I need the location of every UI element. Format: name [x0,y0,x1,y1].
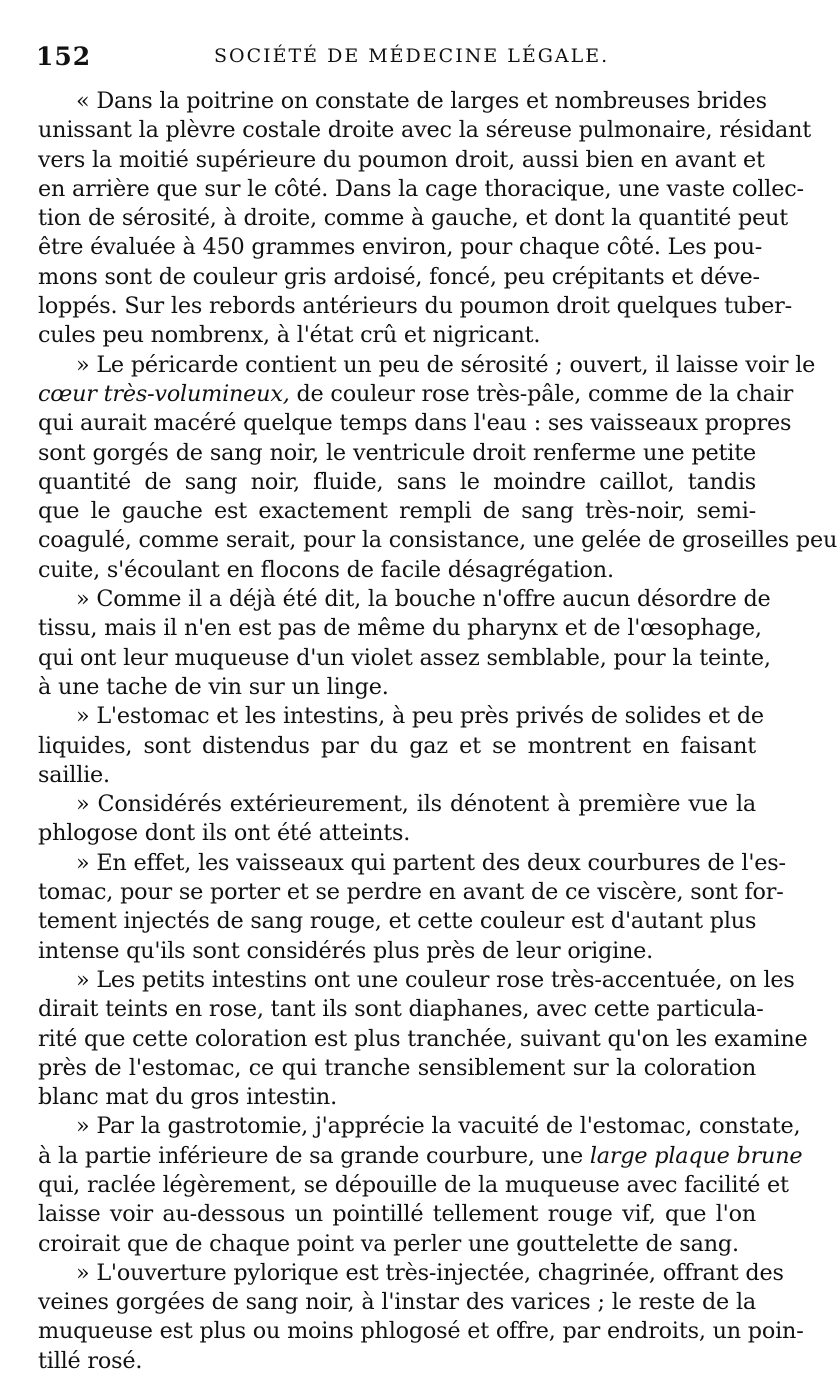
text-line [38,556,756,585]
line-text: laisse voir au-dessous un pointillé tellement rouge vif, que l'on [38,1201,756,1228]
line-text: cules peu nombrenx, à l'état crû et nigricant. [38,322,541,349]
italic-text: large plaque brune [589,1142,803,1169]
line-text: près de l'estomac, ce qui tranche sensiblement sur la coloration [38,1054,756,1081]
line-text: croirait que de chaque point va perler une gouttelette de sang. [38,1230,739,1257]
text-line [38,1112,801,1141]
line-text: » Comme il a déjà été dit, la bouche n'offre aucun désordre de [76,586,771,613]
line-text: muqueuse est plus ou moins phlogosé et offre, par endroits, un poin- [38,1318,804,1345]
line-text: tomac, pour se porter et se perdre en avant de ce viscère, sont for- [38,879,784,906]
text-line [38,380,794,409]
line-text: cuite, s'écoulant en flocons de facile désagrégation. [38,556,614,583]
line-text: tion de sérosité, à droite, comme à gauche, et dont la quantité peut [38,205,789,232]
line-text: en arrière que sur le côté. Dans la cage thoracique, une vaste collec- [38,175,804,202]
text-line [38,1171,789,1200]
text-line [38,233,763,262]
line-text: blanc mat du gros intestin. [38,1084,337,1111]
text-line [38,1200,756,1229]
line-text: que le gauche est exactement rempli de sang très-noir, semi- [38,498,756,525]
text-line [38,1230,756,1259]
line-text: quantité de sang noir, fluide, sans le moindre caillot, tandis [38,468,756,495]
line-text: tissu, mais il n'en est pas de même du pharynx et de l'œsophage, [38,615,762,642]
line-text: tillé rosé. [38,1347,143,1374]
running-head: SOCIÉTÉ DE MÉDECINE LÉGALE. [214,45,610,67]
line-text: tement injectés de sang rouge, et cette couleur est d'autant plus [38,908,757,935]
text-line [38,702,764,731]
text-line [38,263,760,292]
text-line [38,1259,784,1288]
text-line [38,644,771,673]
line-text: rité que cette coloration est plus tranchée, suivant qu'on les examine [38,1025,808,1052]
page-header [36,40,756,80]
text-line [38,1054,756,1083]
body-text [38,87,837,1376]
line-text: » Considérés extérieurement, ils dénotent à première vue la [76,791,756,818]
line-text: à une tache de vin sur un linge. [38,673,389,700]
text-line [38,175,804,204]
text-line [38,614,762,643]
line-text: unissant la plèvre costale droite avec la séreuse pulmonaire, résidant [38,117,812,144]
italic-text: cœur très-volumineux, [38,380,290,407]
page-number: 152 [36,42,92,71]
text-line [38,819,756,848]
text-line [38,204,789,233]
text-line [38,146,765,175]
text-line [38,1317,804,1346]
text-line [38,732,756,761]
line-text: à la partie inférieure de sa grande courbure, une [38,1142,590,1169]
line-text: » Par la gastrotomie, j'apprécie la vacuité de l'estomac, constate, [76,1113,801,1140]
line-text: veines gorgées de sang noir, à l'instar des varices ; le reste de la [38,1289,756,1316]
line-text: vers la moitié supérieure du poumon droit, aussi bien en avant et [38,146,765,173]
line-text: » Les petits intestins ont une couleur rose très-accentuée, on les [76,966,795,993]
text-line [38,790,756,819]
text-line [38,878,784,907]
text-line [38,1142,803,1171]
line-text: » En effet, les vaisseaux qui partent des deux courbures de l'es- [76,849,786,876]
text-line [38,526,837,555]
line-text: saillie. [38,761,110,788]
line-text: sont gorgés de sang noir, le ventricule droit renferme une petite [38,439,756,466]
text-line [38,761,756,790]
line-text: liquides, sont distendus par du gaz et se montrent en faisant [38,732,756,759]
text-line [38,351,816,380]
line-text: qui aurait macéré quelque temps dans l'eau : ses vaisseaux propres [38,410,792,437]
line-text: » Le péricarde contient un peu de sérosité ; ouvert, il laisse voir le [76,351,816,378]
line-text: » L'estomac et les intestins, à peu près privés de solides et de [76,703,764,730]
text-line [38,468,756,497]
text-line [38,116,812,145]
line-text: qui, raclée légèrement, se dépouille de la muqueuse avec facilité et [38,1171,789,1198]
line-text: phlogose dont ils ont été atteints. [38,820,411,847]
text-line [38,1288,756,1317]
line-text: « Dans la poitrine on constate de larges et nombreuses brides [76,88,767,114]
text-line [38,673,756,702]
text-line [38,1083,756,1112]
line-text: mons sont de couleur gris ardoisé, foncé, peu crépitants et déve- [38,263,760,290]
text-line [38,497,756,526]
text-line [38,321,756,350]
line-text: qui ont leur muqueuse d'un violet assez semblable, pour la teinte, [38,644,771,671]
text-line [38,409,792,438]
text-line [38,292,792,321]
text-line [38,439,756,468]
text-line [38,87,767,116]
line-text: de couleur rose très-pâle, comme de la chair [289,380,794,407]
text-line [38,1025,808,1054]
text-line [38,937,756,966]
text-line [38,995,764,1024]
line-text: être évaluée à 450 grammes environ, pour chaque côté. Les pou- [38,234,763,261]
line-text: loppés. Sur les rebords antérieurs du poumon droit quelques tuber- [38,293,792,320]
line-text: » L'ouverture pylorique est très-injectée, chagrinée, offrant des [76,1259,784,1286]
line-text: coagulé, comme serait, pour la consistance, une gelée de groseilles peu [38,527,837,554]
line-text: intense qu'ils sont considérés plus près de leur origine. [38,937,654,964]
line-text: dirait teints en rose, tant ils sont diaphanes, avec cette particula- [38,996,764,1023]
text-line [38,966,795,995]
text-line [38,849,786,878]
text-line [38,1347,756,1376]
text-line [38,907,756,936]
text-line [38,585,771,614]
